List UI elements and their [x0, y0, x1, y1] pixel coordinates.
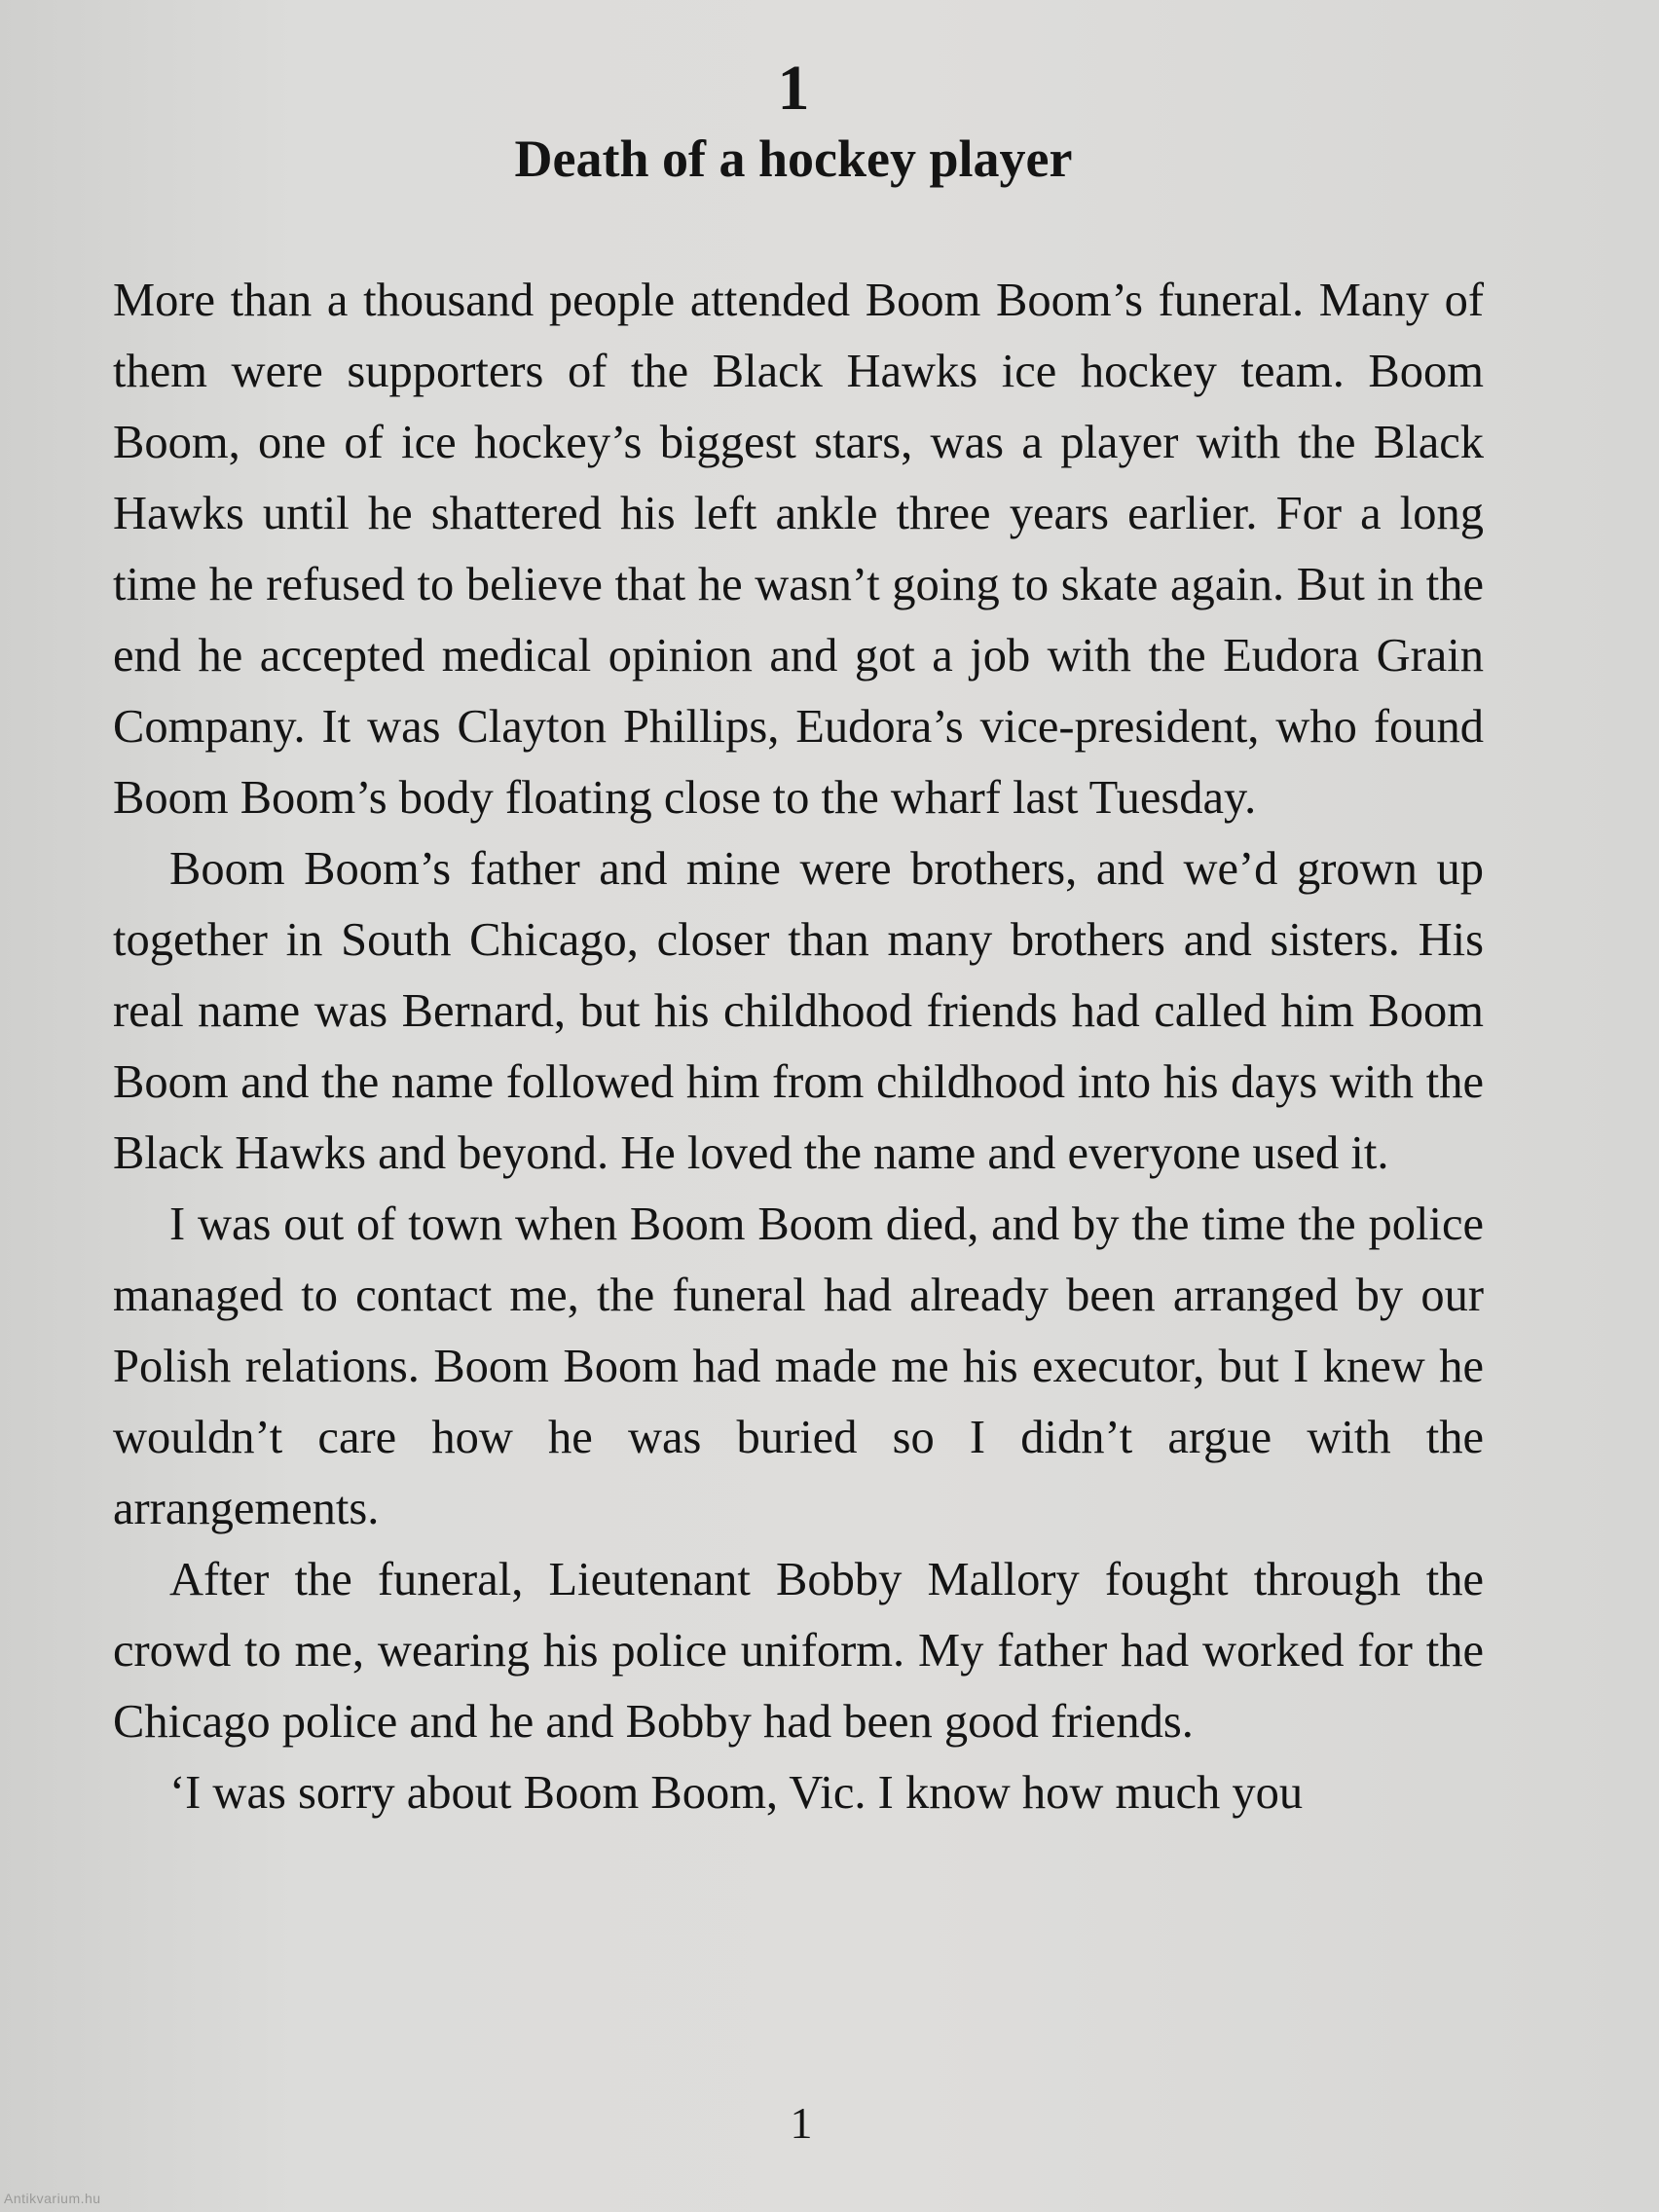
paragraph: More than a thousand people attended Boom Boom’s funeral. Many of them were supporters of the Black Hawks ice hockey team. Boom Boom, one of ice hockey’s biggest stars, was a player with the Black Hawks until he shattered his left ankle three years earlier. For a long time he refused to believe that he wasn’t going to skate again. But in the end he accepted medical opinion and got a job with the Eudora Grain Company. It was Clayton Phillips, Eudora’s vice-president, who found Boom Boom’s body floating close to the wharf last Tuesday.: [113, 275, 1484, 824]
paragraph: Boom Boom’s father and mine were brothers, and we’d grown up together in South Chicago, closer than many brothers and sisters. His real name was Bernard, but his childhood friends had called him Boom Boom and the name followed him from childhood into his days with the Black Hawks and beyond. He loved the name and everyone used it.: [113, 843, 1484, 1179]
watermark: Antikvarium.hu: [4, 2191, 101, 2206]
page-number: 1: [790, 2098, 813, 2148]
paragraph: ‘I was sorry about Boom Boom, Vic. I know how much you: [169, 1767, 1304, 1819]
paragraph: I was out of town when Boom Boom died, and by the time the police managed to contact me, the funeral had already been arranged by our Polish relations. Boom Boom had made me his executor, but I knew he wouldn’t care how he was buried so I didn’t argue with the arrangements.: [113, 1198, 1484, 1534]
chapter-number: 1: [777, 53, 810, 124]
chapter-title: Death of a hockey player: [514, 129, 1073, 188]
chapter-body: [113, 265, 1484, 1828]
paragraph: After the funeral, Lieutenant Bobby Mallory fought through the crowd to me, wearing his police uniform. My father had worked for the Chicago police and he and Bobby had been good friends.: [113, 1554, 1484, 1748]
